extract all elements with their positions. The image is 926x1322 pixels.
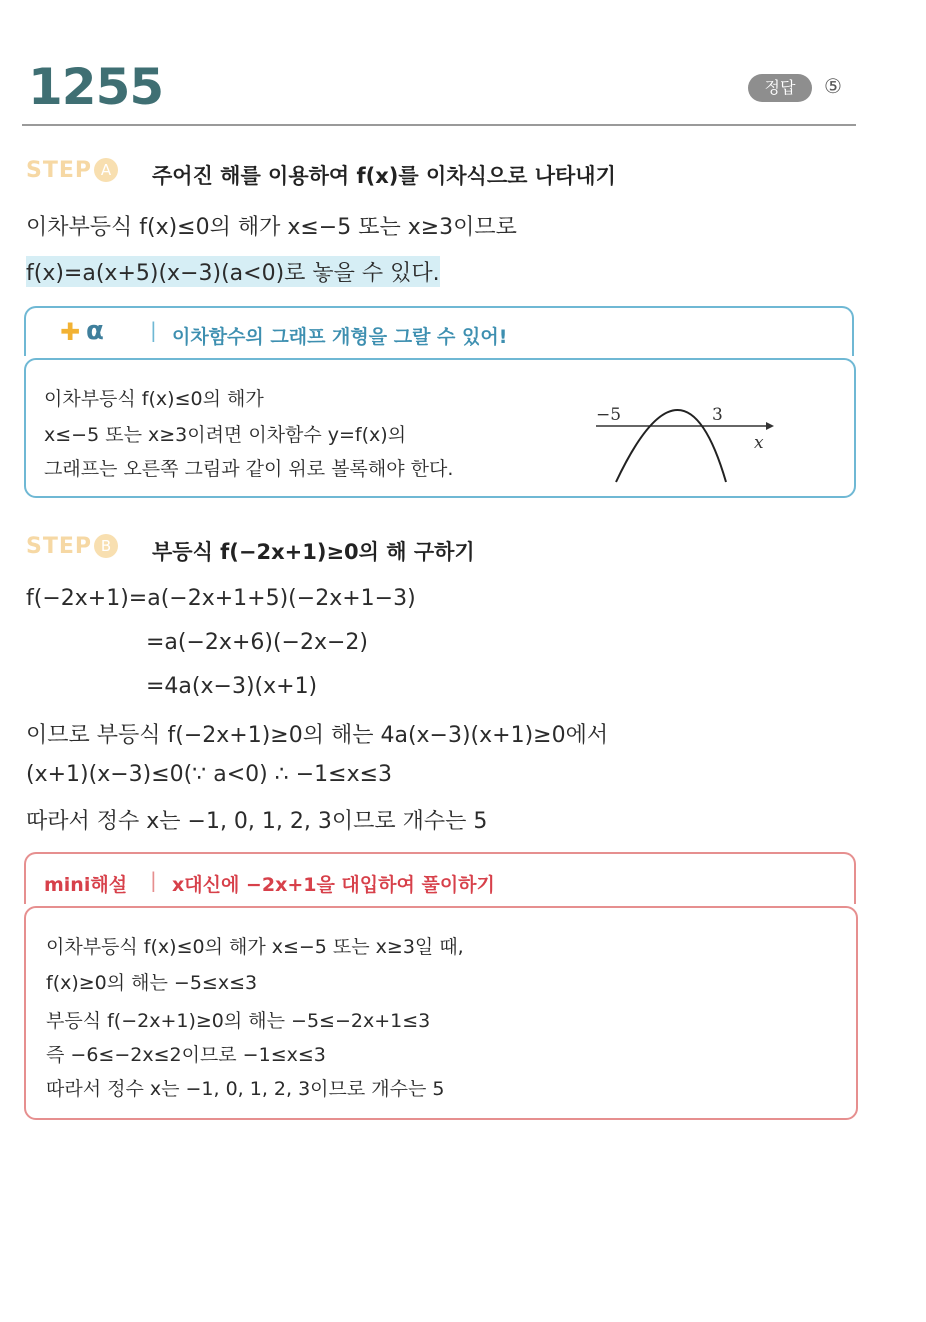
alpha-icon: α [86, 316, 104, 346]
step-b-line-3: =4a(x−3)(x+1) [146, 674, 318, 699]
mini-label: mini해설 [44, 874, 128, 896]
plus-alpha-title: 이차함수의 그래프 개형을 그랄 수 있어! [172, 326, 508, 348]
mini-title: x대신에 −2x+1을 대입하여 풀이하기 [172, 874, 495, 896]
answer-value: ⑤ [824, 74, 842, 98]
problem-number: 1255 [28, 58, 164, 116]
mini-separator: | [150, 868, 157, 892]
mini-line-5: 따라서 정수 x는 −1, 0, 1, 2, 3이므로 개수는 5 [46, 1078, 445, 1100]
parabola-graph [590, 378, 780, 486]
step-b-marker: B [94, 534, 118, 558]
step-a-line-2: f(x)=a(x+5)(x−3)(a<0)로 놓을 수 있다. [26, 256, 440, 287]
header-divider [22, 124, 856, 126]
step-a-marker: A [94, 158, 118, 182]
mini-line-3: 부등식 f(−2x+1)≥0의 해는 −5≤−2x+1≤3 [46, 1010, 431, 1032]
graph-right-root-label: 3 [712, 405, 723, 425]
step-a-tag-group [26, 158, 118, 183]
step-b-line-2: =a(−2x+6)(−2x−2) [146, 630, 369, 655]
step-b-line-6: 따라서 정수 x는 −1, 0, 1, 2, 3이므로 개수는 5 [26, 809, 488, 834]
step-a-title: 주어진 해를 이용하여 f(x)를 이차식으로 나타내기 [152, 164, 616, 188]
x-axis-arrow [766, 422, 774, 430]
step-b-line-4: 이므로 부등식 f(−2x+1)≥0의 해는 4a(x−3)(x+1)≥0에서 [26, 723, 609, 748]
step-a-line-1: 이차부등식 f(x)≤0의 해가 x≤−5 또는 x≥3이므로 [26, 215, 517, 240]
graph-axis-label: x [754, 433, 764, 453]
plus-alpha-separator: | [150, 318, 157, 342]
answer-badge: 정답 [748, 74, 812, 102]
plus-alpha-line-2: x≤−5 또는 x≥3이려면 이차함수 y=f(x)의 [44, 424, 407, 446]
graph-left-root-label: −5 [596, 405, 622, 425]
plus-alpha-line-3: 그래프는 오른쪽 그림과 같이 위로 볼록해야 한다. [44, 458, 454, 480]
step-b-tag: STEP [26, 534, 93, 559]
plus-alpha-line-1: 이차부등식 f(x)≤0의 해가 [44, 388, 264, 410]
step-b-tag-group [26, 534, 118, 559]
plus-icon: ✚ [60, 318, 81, 346]
mini-line-1: 이차부등식 f(x)≤0의 해가 x≤−5 또는 x≥3일 때, [46, 936, 464, 958]
mini-line-4: 즉 −6≤−2x≤2이므로 −1≤x≤3 [46, 1044, 326, 1066]
step-b-title: 부등식 f(−2x+1)≥0의 해 구하기 [152, 540, 475, 564]
step-a-tag: STEP [26, 158, 93, 183]
step-b-line-5: (x+1)(x−3)≤0(∵ a<0) ∴ −1≤x≤3 [26, 762, 393, 787]
step-b-line-1: f(−2x+1)=a(−2x+1+5)(−2x+1−3) [26, 586, 416, 611]
parabola-curve [616, 410, 726, 482]
mini-line-2: f(x)≥0의 해는 −5≤x≤3 [46, 972, 258, 994]
